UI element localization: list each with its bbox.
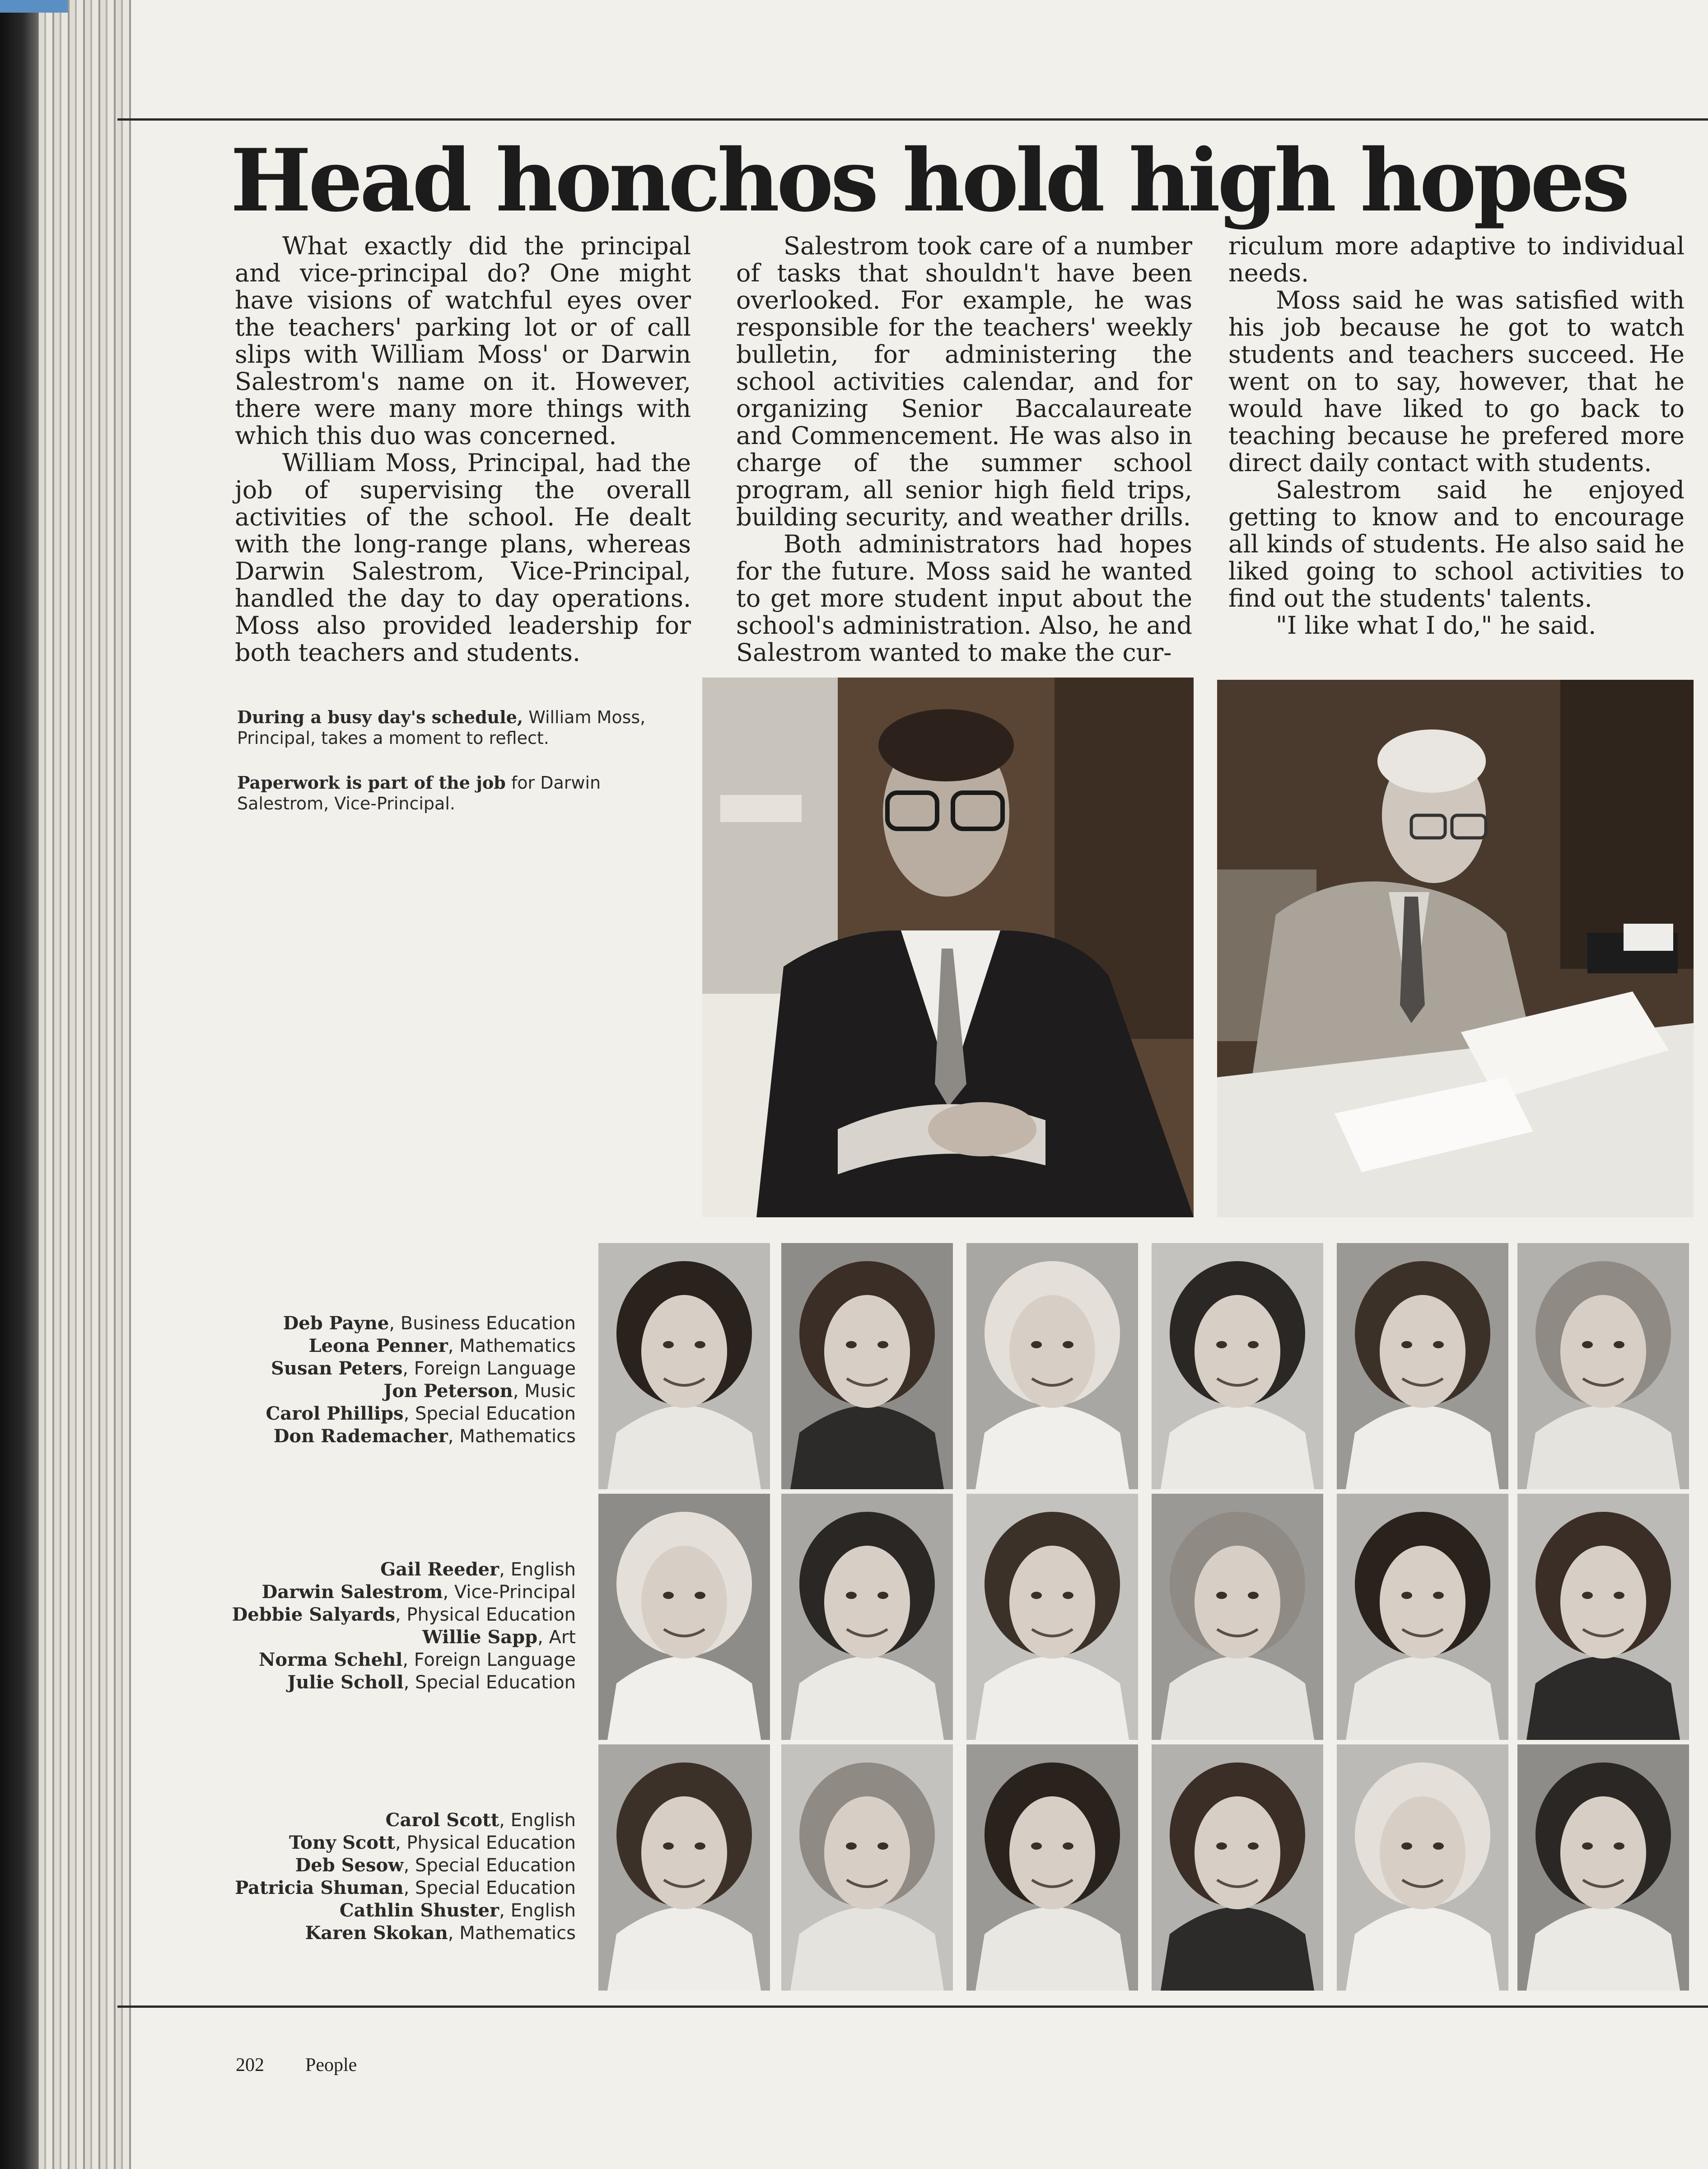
portrait-image bbox=[1337, 1243, 1508, 1489]
binding-shadow bbox=[0, 0, 38, 2169]
roster-entry: Don Rademacher, Mathematics bbox=[273, 1426, 576, 1447]
roster-entry: Cathlin Shuster, English bbox=[339, 1900, 576, 1921]
portrait-image bbox=[1517, 1494, 1689, 1740]
principal-portrait-image bbox=[702, 678, 1194, 1217]
portrait-image bbox=[1152, 1494, 1323, 1740]
photo-caption-moss bbox=[237, 707, 684, 748]
faculty-name: Darwin Salestrom bbox=[261, 1581, 443, 1603]
photo-caption-salestrom bbox=[237, 772, 684, 814]
bottom-rule bbox=[117, 2005, 1708, 2008]
faculty-department: Physical Education bbox=[406, 1604, 576, 1625]
roster-entry: Susan Peters, Foreign Language bbox=[271, 1358, 576, 1379]
faculty-portrait bbox=[598, 1243, 770, 1489]
roster-entry: Deb Sesow, Special Education bbox=[295, 1855, 576, 1876]
faculty-department: Mathematics bbox=[459, 1923, 576, 1944]
faculty-portrait bbox=[1152, 1494, 1323, 1740]
faculty-department: Foreign Language bbox=[414, 1650, 576, 1670]
faculty-department: English bbox=[510, 1810, 576, 1831]
vice-principal-portrait-image bbox=[1217, 680, 1694, 1217]
portrait-image bbox=[966, 1243, 1138, 1489]
faculty-department: Mathematics bbox=[459, 1336, 576, 1356]
portrait-image bbox=[966, 1744, 1138, 1991]
faculty-portrait bbox=[598, 1744, 770, 1991]
portrait-image bbox=[598, 1494, 770, 1740]
roster-entry: Carol Phillips, Special Education bbox=[266, 1403, 576, 1424]
roster-entry: Patricia Shuman, Special Education bbox=[235, 1877, 576, 1898]
roster-entry: Jon Peterson, Music bbox=[383, 1380, 576, 1402]
faculty-portrait bbox=[1337, 1494, 1508, 1740]
article-column-3 bbox=[1228, 233, 1685, 639]
faculty-name: Gail Reeder bbox=[380, 1559, 499, 1580]
article-paragraph: Salestrom took care of a number of tasks that shouldn't have been overlooked. For example, he was responsible for the teachers' weekly bulletin, for administering the school activities calendar, and for organizing Senior Baccalaureate and Commencement. He was also in charge of the summer school program, all senior high field trips, building security, and weather drills. bbox=[736, 232, 1192, 531]
top-rule bbox=[117, 118, 1708, 121]
article-paragraph: Both administrators had hopes for the future. Moss said he wanted to get more student input about the school's administration. Also, he and Salestrom wanted to make the cur- bbox=[736, 530, 1192, 667]
roster-entry: Norma Schehl, Foreign Language bbox=[258, 1649, 576, 1670]
faculty-portrait bbox=[1152, 1744, 1323, 1991]
headline: Head honchos hold high hopes bbox=[230, 130, 1627, 231]
caption-text: for Darwin Salestrom, Vice-Principal. bbox=[237, 773, 601, 813]
faculty-department: Mathematics bbox=[459, 1426, 576, 1447]
faculty-portrait bbox=[966, 1494, 1138, 1740]
roster-entry: Debbie Salyards, Physical Education bbox=[232, 1604, 576, 1625]
portrait-image bbox=[781, 1243, 953, 1489]
caption-lead: Paperwork is part of the job bbox=[237, 772, 506, 793]
faculty-department: English bbox=[510, 1900, 576, 1921]
roster-entry: Deb Payne, Business Education bbox=[283, 1313, 576, 1334]
faculty-name: Willie Sapp bbox=[422, 1627, 538, 1648]
faculty-department: English bbox=[510, 1559, 576, 1580]
portrait-image bbox=[1152, 1744, 1323, 1991]
portrait-image bbox=[1517, 1744, 1689, 1991]
faculty-portrait bbox=[1517, 1243, 1689, 1489]
faculty-name: Deb Sesow bbox=[295, 1855, 404, 1876]
photo-vice-principal bbox=[1217, 680, 1694, 1217]
faculty-department: Music bbox=[524, 1381, 576, 1402]
faculty-roster-row-1 bbox=[181, 1312, 576, 1448]
portrait-image bbox=[1337, 1494, 1508, 1740]
faculty-name: Jon Peterson bbox=[383, 1380, 513, 1402]
portrait-image bbox=[598, 1243, 770, 1489]
article-paragraph: riculum more adaptive to individual needs. bbox=[1228, 232, 1685, 287]
faculty-portrait bbox=[781, 1744, 953, 1991]
caption-lead: During a busy day's schedule, bbox=[237, 707, 523, 727]
portrait-image bbox=[598, 1744, 770, 1991]
faculty-name: Julie Scholl bbox=[287, 1672, 404, 1693]
roster-entry: Carol Scott, English bbox=[385, 1809, 576, 1831]
roster-entry: Karen Skokan, Mathematics bbox=[305, 1922, 576, 1944]
faculty-department: Special Education bbox=[415, 1855, 576, 1876]
roster-entry: Darwin Salestrom, Vice-Principal bbox=[261, 1581, 576, 1603]
faculty-department: Physical Education bbox=[406, 1832, 576, 1853]
caption-text: William Moss, Principal, takes a moment to reflect. bbox=[237, 707, 646, 748]
faculty-name: Debbie Salyards bbox=[232, 1604, 395, 1625]
faculty-name: Carol Scott bbox=[385, 1809, 499, 1831]
photo-principal bbox=[702, 678, 1194, 1217]
faculty-roster-row-3 bbox=[181, 1809, 576, 1945]
article-paragraph: "I like what I do," he said. bbox=[1276, 611, 1596, 640]
faculty-name: Don Rademacher bbox=[273, 1426, 448, 1447]
faculty-portrait bbox=[1337, 1243, 1508, 1489]
article-paragraph: What exactly did the principal and vice-principal do? One might have visions of watchful eyes over the teachers' parking lot or of call slips with William Moss' or Darwin Salestrom's name on it. However, there were many more things with which this duo was concerned. bbox=[235, 232, 691, 450]
faculty-portrait bbox=[781, 1243, 953, 1489]
article-paragraph: William Moss, Principal, had the job of supervising the overall activities of the school. He dealt with the long-range plans, whereas Darwin Salestrom, Vice-Principal, handled the day to day operations. Moss also provided leadership for both teachers and students. bbox=[235, 449, 691, 667]
roster-entry: Tony Scott, Physical Education bbox=[289, 1832, 576, 1853]
portrait-image bbox=[1517, 1243, 1689, 1489]
article-paragraph: Salestrom said he enjoyed getting to know and to encourage all kinds of students. He also said he liked going to school activities to find out the students' talents. bbox=[1228, 476, 1685, 612]
faculty-portrait bbox=[1517, 1494, 1689, 1740]
faculty-name: Deb Payne bbox=[283, 1313, 389, 1334]
cover-edge bbox=[0, 0, 68, 13]
faculty-portrait bbox=[1517, 1744, 1689, 1991]
faculty-department: Special Education bbox=[415, 1403, 576, 1424]
faculty-portrait bbox=[1337, 1744, 1508, 1991]
roster-entry: Willie Sapp, Art bbox=[422, 1627, 576, 1648]
section-name: People bbox=[305, 2055, 357, 2076]
portrait-image bbox=[966, 1494, 1138, 1740]
faculty-name: Leona Penner bbox=[308, 1335, 448, 1356]
faculty-portrait bbox=[966, 1243, 1138, 1489]
faculty-name: Patricia Shuman bbox=[235, 1877, 404, 1898]
roster-entry: Gail Reeder, English bbox=[380, 1559, 576, 1580]
faculty-department: Vice-Principal bbox=[454, 1582, 576, 1603]
faculty-name: Cathlin Shuster bbox=[339, 1900, 499, 1921]
faculty-name: Susan Peters bbox=[271, 1358, 403, 1379]
faculty-portrait bbox=[1152, 1243, 1323, 1489]
faculty-department: Business Education bbox=[400, 1313, 576, 1334]
portrait-image bbox=[1337, 1744, 1508, 1991]
faculty-portrait bbox=[781, 1494, 953, 1740]
faculty-department: Special Education bbox=[415, 1672, 576, 1693]
faculty-department: Art bbox=[549, 1627, 576, 1648]
faculty-name: Karen Skokan bbox=[305, 1922, 448, 1944]
article-column-1 bbox=[235, 233, 691, 666]
roster-entry: Leona Penner, Mathematics bbox=[308, 1335, 576, 1356]
article-paragraph: Moss said he was satisfied with his job because he got to watch students and teachers succeed. He went on to say, however, that he would have liked to go back to teaching because he prefered more direct daily contact with students. bbox=[1228, 286, 1685, 477]
article-column-2 bbox=[736, 233, 1192, 666]
faculty-name: Norma Schehl bbox=[258, 1649, 403, 1670]
portrait-image bbox=[781, 1744, 953, 1991]
faculty-portrait bbox=[598, 1494, 770, 1740]
portrait-image bbox=[781, 1494, 953, 1740]
faculty-roster-row-2 bbox=[181, 1558, 576, 1694]
page-number: 202 bbox=[236, 2055, 264, 2076]
faculty-name: Tony Scott bbox=[289, 1832, 395, 1853]
faculty-department: Foreign Language bbox=[414, 1358, 576, 1379]
portrait-image bbox=[1152, 1243, 1323, 1489]
faculty-department: Special Education bbox=[415, 1878, 576, 1898]
faculty-name: Carol Phillips bbox=[266, 1403, 404, 1424]
roster-entry: Julie Scholl, Special Education bbox=[287, 1672, 576, 1693]
faculty-portrait bbox=[966, 1744, 1138, 1991]
